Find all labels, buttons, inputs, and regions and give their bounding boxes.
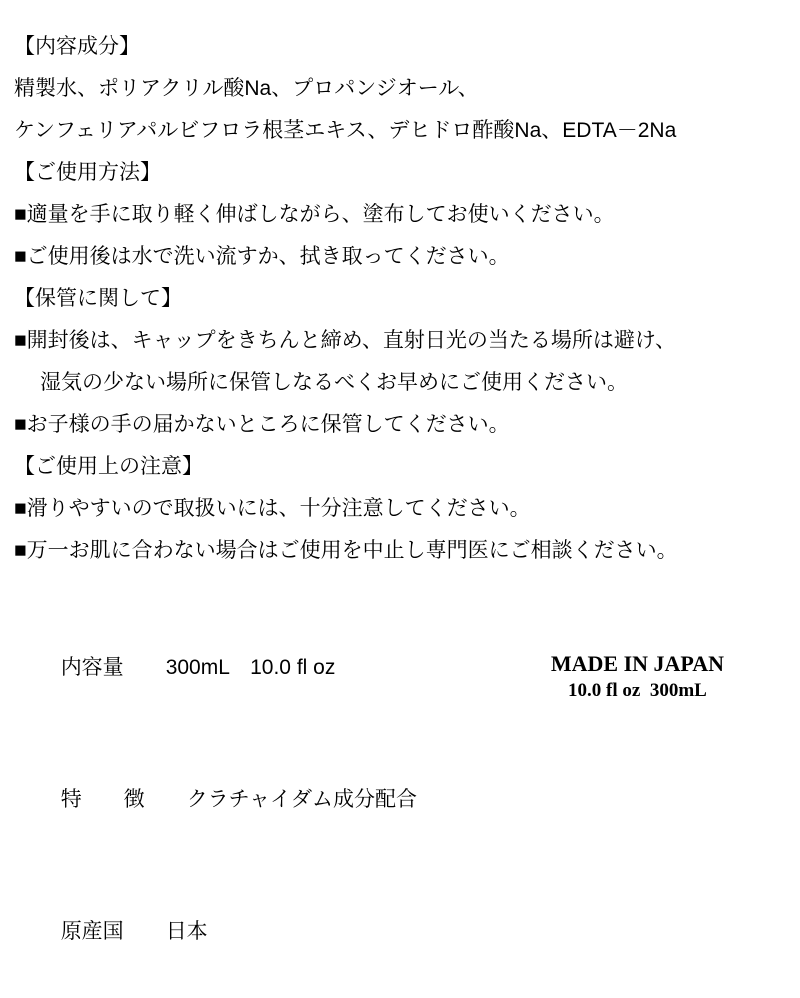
section-line: ケンフェリアパルビフロラ根茎エキス、デヒドロ酢酸Na、EDTA－2Na — [14, 119, 677, 142]
spec-value: 300mL 10.0 fl oz — [165, 656, 336, 679]
spec-row — [14, 866, 484, 998]
section-heading: 【保管に関して】 — [14, 287, 182, 310]
made-in-japan-text: MADE IN JAPAN — [550, 651, 724, 676]
section-heading: 【ご使用方法】 — [14, 161, 161, 184]
made-in-japan-mark — [551, 650, 724, 704]
section-heading: 【ご使用上の注意】 — [14, 455, 203, 478]
label-footer — [14, 602, 786, 998]
section-ingredients — [14, 26, 786, 152]
section-how-to-use — [14, 152, 786, 278]
section-line: ■適量を手に取り軽く伸ばしながら、塗布してお使いください。 — [14, 203, 615, 226]
section-line: 湿気の少ない場所に保管しなるべくお早めにご使用ください。 — [40, 371, 628, 394]
section-storage — [14, 278, 786, 446]
spec-row — [14, 734, 484, 866]
volume-text: 10.0 fl oz 300mL — [568, 680, 707, 701]
section-line: ■ご使用後は水で洗い流すか、拭き取ってください。 — [14, 245, 510, 268]
section-line: ■お子様の手の届かないところに保管してください。 — [14, 413, 510, 436]
spec-label: 原産国 — [60, 920, 124, 943]
spec-value: 日本 — [165, 920, 208, 943]
spec-label: 特 徴 — [60, 788, 145, 811]
spec-value: クラチャイダム成分配合 — [186, 788, 418, 811]
section-heading: 【内容成分】 — [14, 35, 140, 58]
section-line: ■開封後は、キャップをきちんと締め、直射日光の当たる場所は避け、 — [14, 329, 677, 352]
section-line: ■万一お肌に合わない場合はご使用を中止し専門医にご相談ください。 — [14, 539, 678, 562]
section-precautions — [14, 446, 786, 572]
spec-row — [14, 602, 484, 734]
spec-table — [14, 602, 484, 998]
spec-label: 内容量 — [60, 656, 124, 679]
spacer — [14, 572, 786, 588]
section-line: ■滑りやすいので取扱いには、十分注意してください。 — [14, 497, 531, 520]
section-line: 精製水、ポリアクリル酸Na、プロパンジオール、 — [14, 77, 479, 100]
